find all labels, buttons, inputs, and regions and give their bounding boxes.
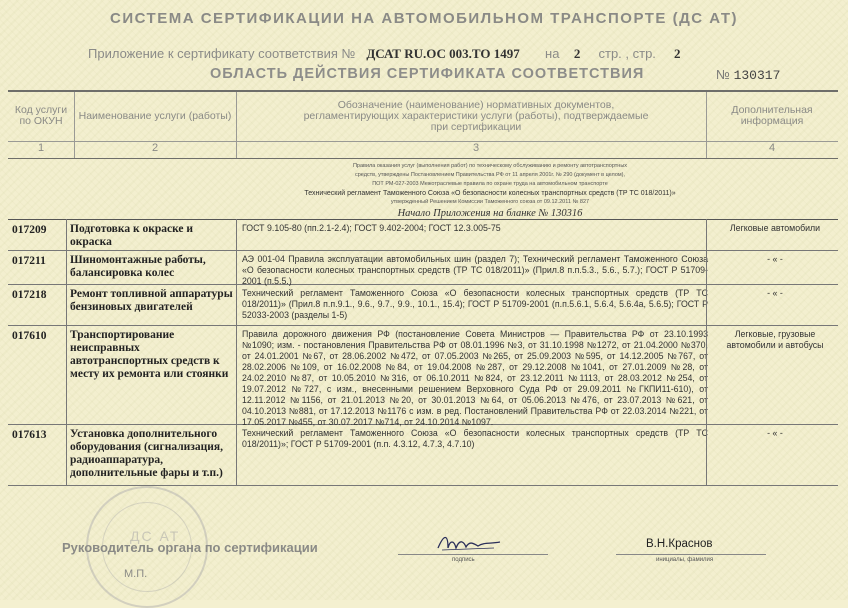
table-row	[8, 285, 838, 326]
service-code: 017211	[12, 255, 46, 267]
system-title: СИСТЕМА СЕРТИФИКАЦИИ НА АВТОМОБИЛЬНОМ ТРАНСПОРТЕ (ДС АТ)	[109, 10, 739, 27]
note-line: Технический регламент Таможенного Союза «О безопасности колесных транспортных средств (ТР ТС 018/2011)»	[304, 190, 676, 197]
signature-line	[398, 554, 548, 555]
service-name: Установка дополнительного оборудования (сигнализация, радиоаппаратура, дополнительные фары и т.п.)	[70, 428, 224, 479]
on-label: на	[545, 46, 560, 61]
scope-title: ОБЛАСТЬ ДЕЙСТВИЯ СЕРТИФИКАТА СООТВЕТСТВИЯ	[210, 66, 645, 82]
note-line: Правила оказания услуг (выполнения работ) по техническому обслуживанию и ремонту автотранспортных	[352, 163, 628, 169]
column-divider	[66, 219, 67, 486]
head-label: Руководитель органа по сертификации	[62, 540, 318, 555]
table-row	[8, 220, 838, 251]
page-label: стр. , стр.	[598, 46, 656, 61]
service-docs: Технический регламент Таможенного Союза «О безопасности колесных транспортных средств (ТР ТС 018/2011)» (Прил.8 п.п.9.1., 9.6., 9.7., 9.9., 10.1., 15.4); ГОСТ Р 51709-2001 (п.п.5.6.1, 5.6.4, 5.6.4а, 5.6.5); ГОСТ Р 52033-2003 (разделы 1-5)	[242, 288, 708, 320]
normative-notes	[260, 162, 720, 218]
service-docs: Правила дорожного движения РФ (постановление Совета Министров — Правительства РФ от 23.10.1993 №1090; изм. - постановления Правительства РФ от 08.01.1996 №3, от 31.10.1998 №1272, от 21.04.2000 №370, от 24.01.2001 №67, от 28.06.2002 №472, от 07.05.2003 №265, от 25.09.2003 №595, от 14.12.2005 №767, от 28.02.2006 №109, от 16.02.2008 №84, от 19.04.2008 №287, от 29.12.2008 №1041, от 27.01.2009 №28, от 24.02.2010 №87, от 10.05.2010 №316, от 06.10.2011 №824, от 23.12.2011 №1113, от 28.03.2012 №254, от 19.07.2012 №727, с изм., внесенными решением Верховного Суда РФ от 29.09.2011 №ГКПИ11-610), от 12.11.2012 №1156, от 21.01.2013 №20, от 30.01.2013 №64, от 05.06.2013 №476, от 23.07.2013 №621, от 04.10.2013 №881, от 17.12.2013 №1176 с изм. в ред. Постановлений Правительства РФ от 22.03.2014 №221, от 17.05.2017 №455, от 30.07.2017 №714, от 24.10.2014 №1097.	[242, 329, 708, 427]
header-vline	[74, 92, 75, 158]
table-row	[8, 425, 838, 486]
signature-caption: подпись	[452, 557, 475, 563]
serial-prefix: №	[716, 67, 730, 82]
serial-number-block	[716, 67, 780, 83]
name-line	[616, 554, 766, 555]
name-caption: инициалы, фамилия	[656, 557, 714, 563]
service-info: Легковые автомобили	[729, 223, 821, 233]
pages-total: 2	[573, 46, 581, 61]
handwritten-signature	[434, 530, 504, 556]
note-line: утвержденный Решением Комиссии Таможенного союза от 09.12.2011 № 827	[390, 199, 590, 205]
service-code: 017610	[12, 330, 47, 342]
service-code: 017613	[12, 429, 47, 441]
service-code: 017209	[12, 224, 47, 236]
signer-name: В.Н.Краснов	[646, 538, 713, 550]
service-info: - « -	[767, 428, 783, 438]
annex-start-note: Начало Приложения на бланке № 130316	[397, 208, 583, 219]
column-divider	[236, 219, 237, 486]
col-header-code: Код услуги по ОКУН	[14, 104, 68, 127]
service-name: Транспортирование неисправных автотранспортных средств к месту их ремонта или стоянки	[70, 329, 229, 380]
col-num-4: 4	[768, 142, 776, 154]
page-current: 2	[673, 46, 681, 61]
table-header	[8, 92, 838, 159]
annex-prefix: Приложение к сертификату соответствия №	[88, 46, 356, 61]
service-docs: Технический регламент Таможенного Союза «О безопасности колесных транспортных средств (ТР ТС 018/2011)»; ГОСТ Р 51709-2001 (п.п. 4.3.12, 4.7.3, 4.7.10)	[242, 428, 708, 449]
col-header-info: Дополнительная информация	[731, 104, 813, 127]
col-num-3: 3	[472, 142, 480, 154]
service-name: Подготовка к окраске и окраска	[70, 223, 194, 248]
col-header-docs: Обозначение (наименование) нормативных документов, регламентирующих характеристики услуги (работы), подтверждаемые при сертификации	[303, 98, 649, 133]
annex-line	[88, 46, 680, 62]
service-docs: ГОСТ 9.105-80 (пп.2.1-2.4); ГОСТ 9.402-2004; ГОСТ 12.3.005-75	[242, 223, 501, 233]
service-info: - « -	[767, 288, 783, 298]
col-header-service: Наименование услуги (работы)	[78, 109, 232, 122]
service-docs: АЭ 001-04 Правила эксплуатации автомобильных шин (раздел 7); Технический регламент Таможенного Союза «О безопасности колесных транспортных средств (ТР ТС 018/2011)» (Прил.8 п.п.5.3., 5.6., 5.7.); ГОСТ Р 51709-2001 (п.5.5.)	[242, 254, 708, 286]
stamp-text: ДС АТ	[130, 528, 181, 544]
header-vline	[236, 92, 237, 158]
note-line: ПОТ РМ-027-2003 Межотраслевые правила по охране труда на автомобильном транспорте	[372, 181, 608, 187]
table-row	[8, 251, 838, 285]
header-vline	[706, 92, 707, 158]
col-num-1: 1	[37, 142, 45, 154]
col-num-2: 2	[151, 142, 159, 154]
service-info: Легковые, грузовые автомобили и автобусы	[726, 329, 824, 350]
note-line: средств, утверждены Постановлением Правительства РФ от 11 апреля 2001г. № 290 (документ в целом),	[354, 172, 626, 178]
table-row	[8, 326, 838, 425]
mp-label: М.П.	[124, 568, 148, 580]
certificate-number: ДСАТ RU.ОС 003.ТО 1497	[366, 46, 520, 61]
column-divider	[706, 219, 707, 486]
service-code: 017218	[12, 289, 47, 301]
service-name: Ремонт топливной аппаратуры бензиновых двигателей	[70, 288, 233, 313]
serial-number: 130317	[733, 68, 781, 83]
service-info: - « -	[767, 254, 783, 264]
service-name: Шиномонтажные работы, балансировка колес	[70, 254, 206, 279]
